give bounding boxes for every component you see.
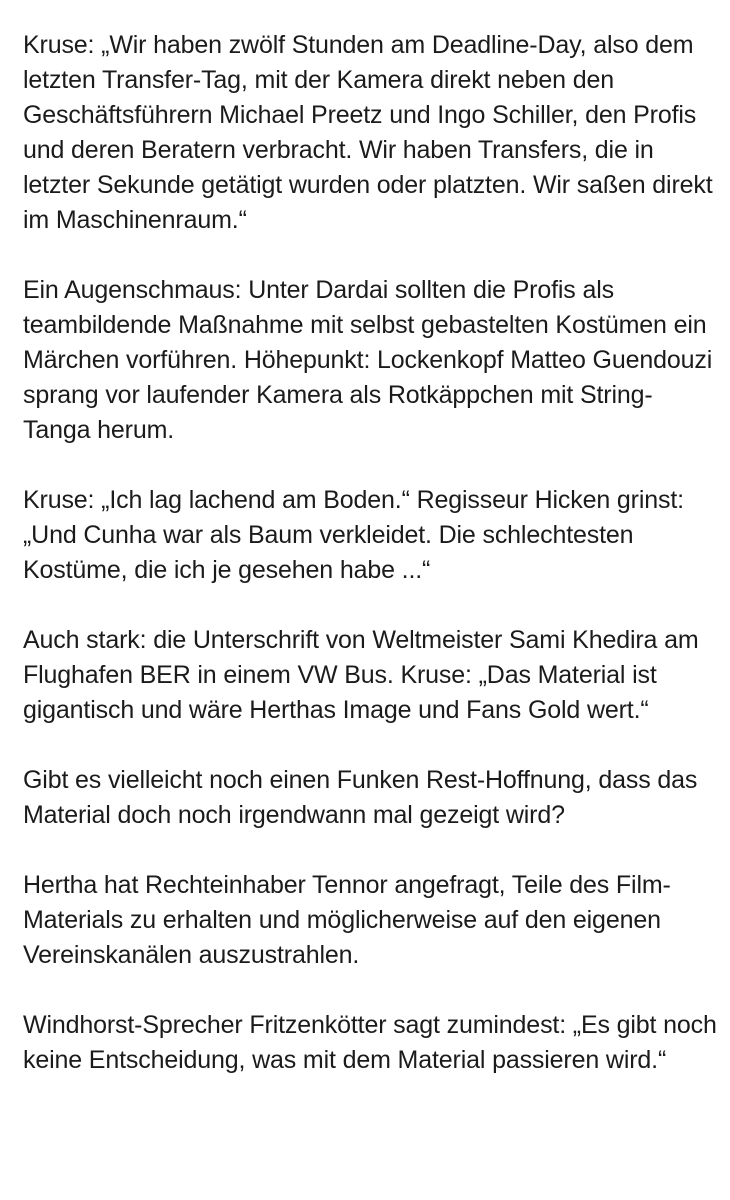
paragraph-hope-question: Gibt es vielleicht noch einen Funken Rest-Hoffnung, dass das Material doch noch irgendwann mal gezeigt wird? [23,766,698,829]
paragraph-khedira-signing: Auch stark: die Unterschrift von Weltmeister Sami Khedira am Flughafen BER in einem VW Bus. Kruse: „Das Material ist gigantisch und wäre Herthas Image und Fans Gold wert.“ [23,626,699,724]
paragraph-deadline-day-quote: Kruse: „Wir haben zwölf Stunden am Deadline-Day, also dem letzten Transfer-Tag, mit der Kamera direkt neben den Geschäftsführern Michael Preetz und Ingo Schiller, den Profis und deren Beratern verbracht. Wir haben Transfers, die in letzter Sekunde getätigt wurden oder platzten. Wir saßen direkt im Maschinenraum.“ [23,31,713,234]
paragraph-hicken-quote: Kruse: „Ich lag lachend am Boden.“ Regisseur Hicken grinst: „Und Cunha war als Baum verkleidet. Die schlechtesten Kostüme, die ich je gesehen habe ...“ [23,486,684,584]
paragraph-hertha-request: Hertha hat Rechteinhaber Tennor angefragt, Teile des Film-Materials zu erhalten und möglicherweise auf den eigenen Vereinskanälen auszustrahlen. [23,871,671,969]
paragraph-windhorst-spokesman: Windhorst-Sprecher Fritzenkötter sagt zumindest: „Es gibt noch keine Entscheidung, was mit dem Material passieren wird.“ [23,1011,717,1074]
paragraph-fairytale-costumes: Ein Augenschmaus: Unter Dardai sollten die Profis als teambildende Maßnahme mit selbst gebastelten Kostümen ein Märchen vorführen. Höhepunkt: Lockenkopf Matteo Guendouzi sprang vor laufender Kamera als Rotkäppchen mit String-Tanga herum. [23,276,713,444]
